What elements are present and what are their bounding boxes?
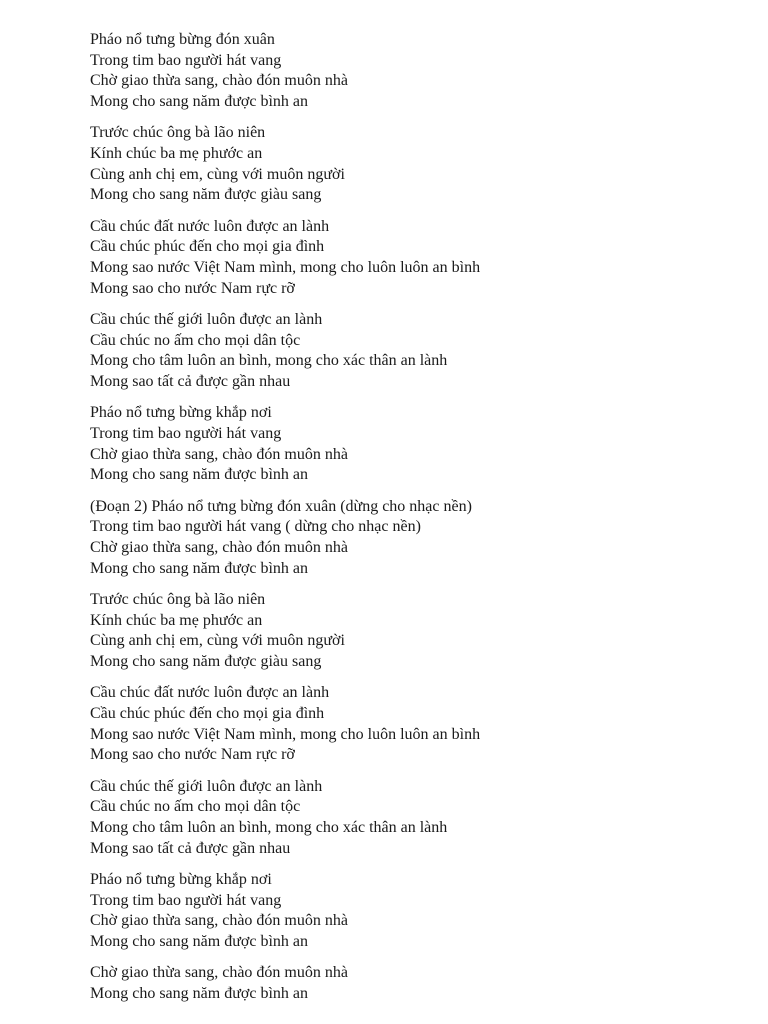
lyric-line: Trong tim bao người hát vang: [90, 891, 282, 909]
stanza: [90, 590, 750, 673]
lyric-line: Chờ giao thừa sang, chào đón muôn nhà: [90, 912, 348, 930]
lyric-line: Mong cho tâm luôn an bình, mong cho xác thân an lành: [90, 818, 448, 836]
lyric-line: Mong cho tâm luôn an bình, mong cho xác thân an lành: [90, 352, 448, 370]
lyric-line: Trong tim bao người hát vang: [90, 51, 282, 69]
stanza: [90, 963, 750, 1004]
lyric-line: Cầu chúc no ấm cho mọi dân tộc: [90, 331, 301, 349]
stanza: [90, 30, 750, 113]
lyric-line: Mong cho sang năm được bình an: [90, 984, 308, 1002]
lyrics-document: [90, 30, 750, 1015]
lyric-line: Kính chúc ba mẹ phước an: [90, 145, 263, 163]
lyric-line: Cùng anh chị em, cùng với muôn người: [90, 632, 345, 650]
lyric-line: Chờ giao thừa sang, chào đón muôn nhà: [90, 538, 348, 556]
stanza: [90, 497, 750, 580]
lyric-line: Mong sao nước Việt Nam mình, mong cho luôn luôn an bình: [90, 725, 481, 743]
lyric-line: Mong sao tất cả được gần nhau: [90, 373, 291, 391]
lyric-line: Cùng anh chị em, cùng với muôn người: [90, 165, 345, 183]
lyric-line: Mong sao cho nước Nam rực rỡ: [90, 746, 295, 764]
lyric-line: Mong cho sang năm được giàu sang: [90, 186, 322, 204]
lyric-line: Kính chúc ba mẹ phước an: [90, 611, 263, 629]
lyric-line: Cầu chúc phúc đến cho mọi gia đình: [90, 238, 325, 256]
lyric-line: Trong tim bao người hát vang ( dừng cho nhạc nền): [90, 518, 421, 536]
lyric-line: Mong sao cho nước Nam rực rỡ: [90, 279, 295, 297]
lyric-line: (Đoạn 2) Pháo nổ tưng bừng đón xuân (dừng cho nhạc nền): [90, 497, 472, 515]
lyric-line: Mong cho sang năm được bình an: [90, 932, 308, 950]
stanza: [90, 777, 750, 860]
lyric-line: Mong sao tất cả được gần nhau: [90, 839, 291, 857]
lyric-line: Pháo nổ tưng bừng khắp nơi: [90, 404, 272, 422]
lyric-line: Chờ giao thừa sang, chào đón muôn nhà: [90, 445, 348, 463]
lyric-line: Mong sao nước Việt Nam mình, mong cho luôn luôn an bình: [90, 259, 481, 277]
lyric-line: Pháo nổ tưng bừng đón xuân: [90, 31, 275, 48]
lyric-line: Mong cho sang năm được bình an: [90, 93, 308, 111]
stanza: [90, 403, 750, 486]
lyric-line: Trong tim bao người hát vang: [90, 424, 282, 442]
lyric-line: Cầu chúc phúc đến cho mọi gia đình: [90, 704, 325, 722]
stanza: [90, 310, 750, 393]
lyric-line: Cầu chúc đất nước luôn được an lành: [90, 684, 330, 702]
stanza: [90, 683, 750, 766]
lyric-line: Cầu chúc thế giới luôn được an lành: [90, 777, 323, 795]
lyric-line: Cầu chúc đất nước luôn được an lành: [90, 217, 330, 235]
lyric-line: Cầu chúc no ấm cho mọi dân tộc: [90, 798, 301, 816]
stanza: [90, 123, 750, 206]
lyric-line: Chờ giao thừa sang, chào đón muôn nhà: [90, 964, 348, 982]
lyric-line: Trước chúc ông bà lão niên: [90, 124, 266, 142]
lyric-line: Chờ giao thừa sang, chào đón muôn nhà: [90, 72, 348, 90]
lyric-line: Cầu chúc thế giới luôn được an lành: [90, 310, 323, 328]
stanza: [90, 217, 750, 300]
lyric-line: Pháo nổ tưng bừng khắp nơi: [90, 870, 272, 888]
stanza: [90, 870, 750, 953]
lyric-line: Trước chúc ông bà lão niên: [90, 590, 266, 608]
lyric-line: Mong cho sang năm được bình an: [90, 559, 308, 577]
lyric-line: Mong cho sang năm được bình an: [90, 466, 308, 484]
lyric-line: Mong cho sang năm được giàu sang: [90, 652, 322, 670]
